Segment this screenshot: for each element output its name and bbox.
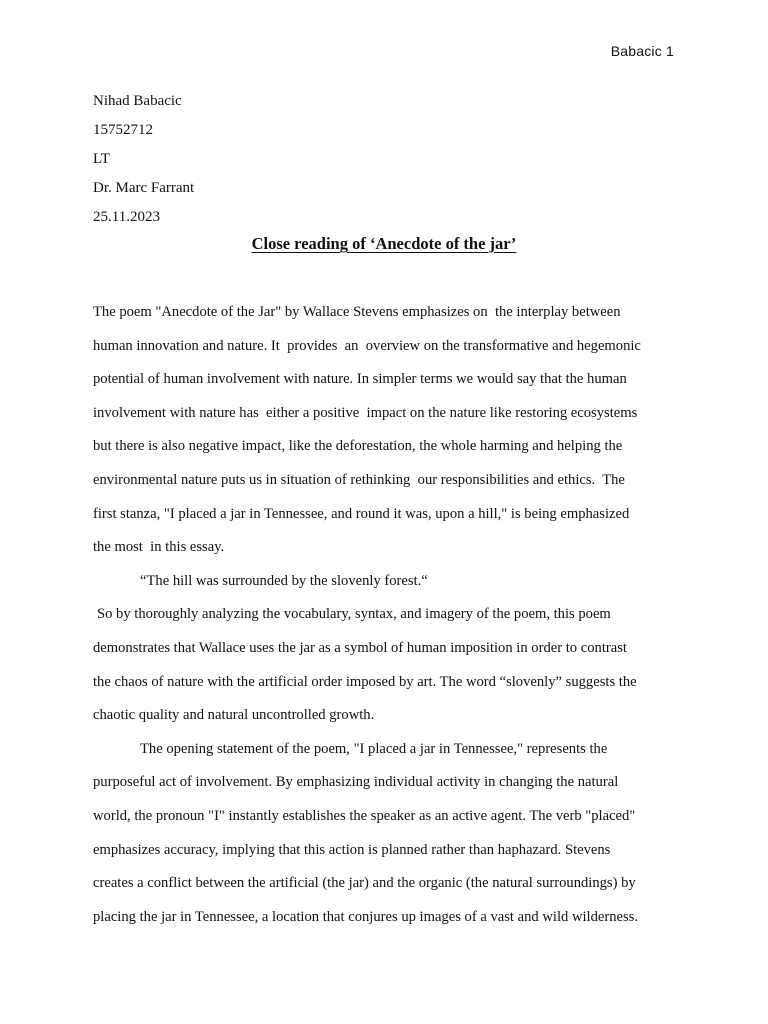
- instructor-name: Dr. Marc Farrant: [93, 180, 195, 196]
- student-id: 15752712: [93, 122, 153, 138]
- student-name: Nihad Babacic: [93, 93, 182, 109]
- submission-date: 25.11.2023: [93, 209, 160, 225]
- body-line: environmental nature puts us in situation of rethinking our responsibilities and ethics. The: [93, 471, 625, 488]
- body-line: involvement with nature has either a positive impact on the nature like restoring ecosystems: [93, 404, 638, 421]
- paragraph-first-line: The opening statement of the poem, "I placed a jar in Tennessee," represents the: [140, 740, 608, 757]
- body-line: first stanza, "I placed a jar in Tennessee, and round it was, upon a hill," is being emphasized: [93, 505, 630, 522]
- essay-title: Close reading of ‘Anecdote of the jar’: [251, 234, 517, 253]
- body-line: The poem "Anecdote of the Jar" by Wallace Stevens emphasizes on the interplay between: [93, 304, 621, 320]
- poem-quote-line: “The hill was surrounded by the slovenly forest.“: [140, 572, 428, 589]
- body-line: world, the pronoun "I" instantly establishes the speaker as an active agent. The verb "placed": [93, 807, 636, 824]
- body-line: placing the jar in Tennessee, a location that conjures up images of a vast and wild wilderness.: [93, 908, 639, 925]
- body-line: but there is also negative impact, like the deforestation, the whole harming and helping the: [93, 438, 623, 455]
- body-line: So by thoroughly analyzing the vocabulary, syntax, and imagery of the poem, this poem: [97, 606, 611, 623]
- body-line: demonstrates that Wallace uses the jar as a symbol of human imposition in order to contrast: [93, 639, 627, 656]
- student-info-block: [93, 87, 194, 232]
- essay-body: [93, 296, 683, 934]
- body-line: emphasizes accuracy, implying that this action is planned rather than haphazard. Stevens: [93, 841, 611, 858]
- course-name: LT: [93, 151, 110, 167]
- body-line: the chaos of nature with the artificial order imposed by art. The word “slovenly” suggests the: [93, 673, 637, 690]
- running-header: Babacic 1: [610, 43, 674, 59]
- body-line: chaotic quality and natural uncontrolled growth.: [93, 707, 375, 724]
- body-line: creates a conflict between the artificial (the jar) and the organic (the natural surroundings) by: [93, 875, 636, 892]
- body-line: purposeful act of involvement. By emphasizing individual activity in changing the natural: [93, 774, 619, 791]
- body-line: human innovation and nature. It provides an overview on the transformative and hegemonic: [93, 337, 641, 354]
- body-line: potential of human involvement with nature. In simpler terms we would say that the human: [93, 371, 627, 388]
- body-line: the most in this essay.: [93, 539, 225, 556]
